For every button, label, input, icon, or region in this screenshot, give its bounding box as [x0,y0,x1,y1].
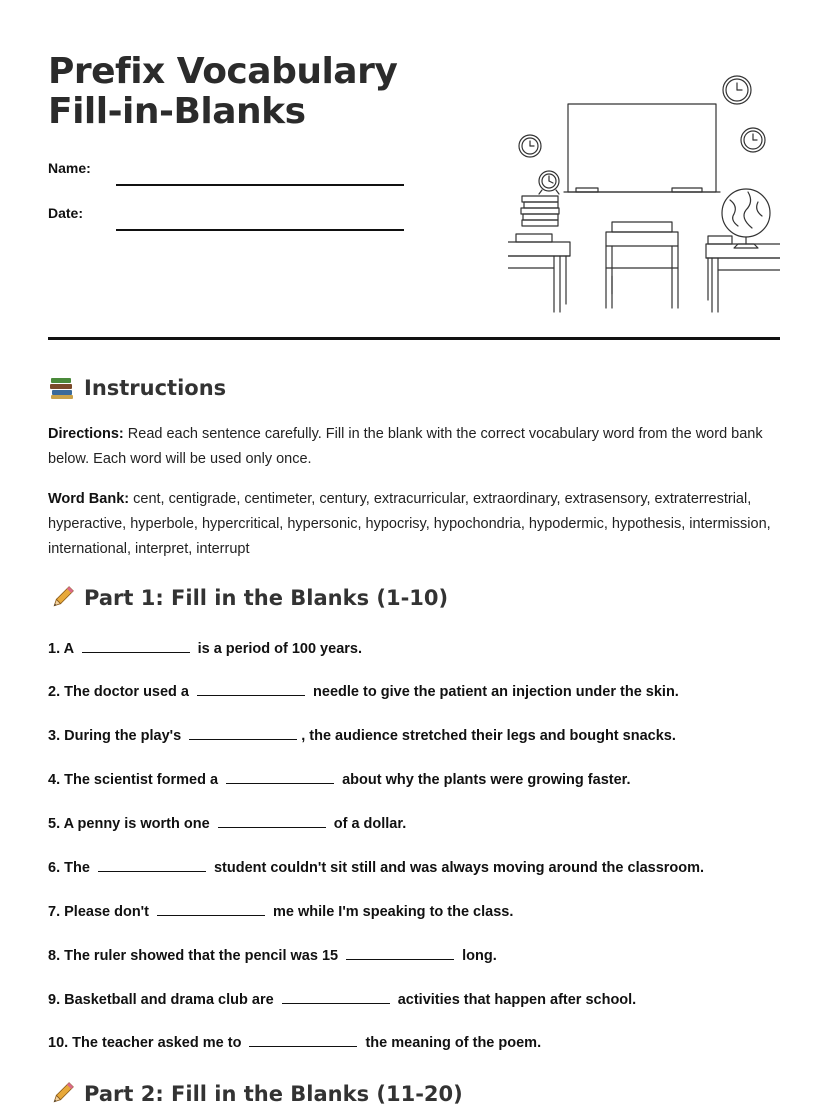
name-field [48,160,408,190]
question-3 [48,727,788,745]
question-8 [48,947,788,965]
answer-blank[interactable] [197,683,305,696]
question-1 [48,640,788,658]
part1-heading [48,585,448,611]
page-title: Prefix Vocabulary Fill-in-Blanks [48,51,398,132]
question-text: 7. Please don't [48,904,153,920]
question-10 [48,1034,788,1052]
question-text: 4. The scientist formed a [48,772,223,788]
answer-blank[interactable] [98,859,206,872]
question-text: the meaning of the poem. [361,1035,542,1051]
question-5 [48,815,788,833]
question-6 [48,859,788,877]
question-text: , the audience stretched their legs and bought snacks. [301,728,676,744]
pencil-icon [48,1081,76,1107]
directions-label: Directions: [48,426,124,442]
question-text: 8. The ruler showed that the pencil was 15 [48,948,343,964]
date-label: Date: [48,205,84,221]
question-text: is a period of 100 years. [193,641,362,657]
name-line[interactable] [116,184,404,186]
question-4 [48,771,788,789]
question-text: 2. The doctor used a [48,684,194,700]
book-stack-icon [516,196,559,242]
question-9 [48,991,788,1009]
answer-blank[interactable] [226,771,334,784]
date-field [48,205,408,235]
question-text: 9. Basketball and drama club are [48,992,278,1008]
answer-blank[interactable] [157,903,265,916]
classroom-illustration [508,72,780,318]
question-text: of a dollar. [329,816,407,832]
answer-blank[interactable] [282,991,390,1004]
question-7 [48,903,788,921]
word-bank-paragraph [48,487,780,562]
instructions-heading-text: Instructions [84,376,227,400]
answer-blank[interactable] [82,640,190,653]
question-text: needle to give the patient an injection under the skin. [309,684,679,700]
worksheet-header [48,48,780,323]
pencil-icon [48,585,76,611]
books-icon [48,375,76,401]
part2-heading-text: Part 2: Fill in the Blanks (11-20) [84,1082,463,1106]
answer-blank[interactable] [346,947,454,960]
question-text: long. [458,948,497,964]
whiteboard-icon [564,104,720,192]
question-text: 3. During the play's [48,728,186,744]
alarm-clock-icon [539,171,559,194]
instructions-heading [48,375,226,401]
word-bank-label: Word Bank: [48,491,130,507]
question-text: 6. The [48,860,94,876]
word-bank-text: cent, centigrade, centimeter, century, extracurricular, extraordinary, extrasensory, extraterrestrial, hyperactive, hyperbole, hypercritical, hypersonic, hypocrisy, hypochondria, hypodermic, hypothesis, intermission, international, interpret, interrupt [48,491,771,557]
wall-clock-icon [723,76,751,104]
header-divider [48,337,780,340]
question-text: about why the plants were growing faster. [338,772,631,788]
wall-clock-icon [519,135,541,157]
question-text: student couldn't sit still and was always moving around the classroom. [209,860,705,876]
question-text: activities that happen after school. [393,992,637,1008]
question-text: 1. A [48,641,78,657]
student-desk-icon [508,242,570,312]
answer-blank[interactable] [189,727,297,740]
answer-blank[interactable] [249,1034,357,1047]
part1-heading-text: Part 1: Fill in the Blanks (1-10) [84,586,449,610]
question-text: me while I'm speaking to the class. [268,904,514,920]
directions-text: Read each sentence carefully. Fill in the blank with the correct vocabulary word from the word bank below. Each word will be used only once. [48,426,763,467]
teacher-desk-icon [606,222,678,308]
globe-icon [722,189,770,248]
date-line[interactable] [116,229,404,231]
question-text: 10. The teacher asked me to [48,1035,246,1051]
question-text: 5. A penny is worth one [48,816,214,832]
question-2 [48,683,788,701]
directions-paragraph [48,422,780,472]
wall-clock-icon [741,128,765,152]
answer-blank[interactable] [218,815,326,828]
name-label: Name: [48,160,91,176]
part2-heading [48,1081,463,1107]
